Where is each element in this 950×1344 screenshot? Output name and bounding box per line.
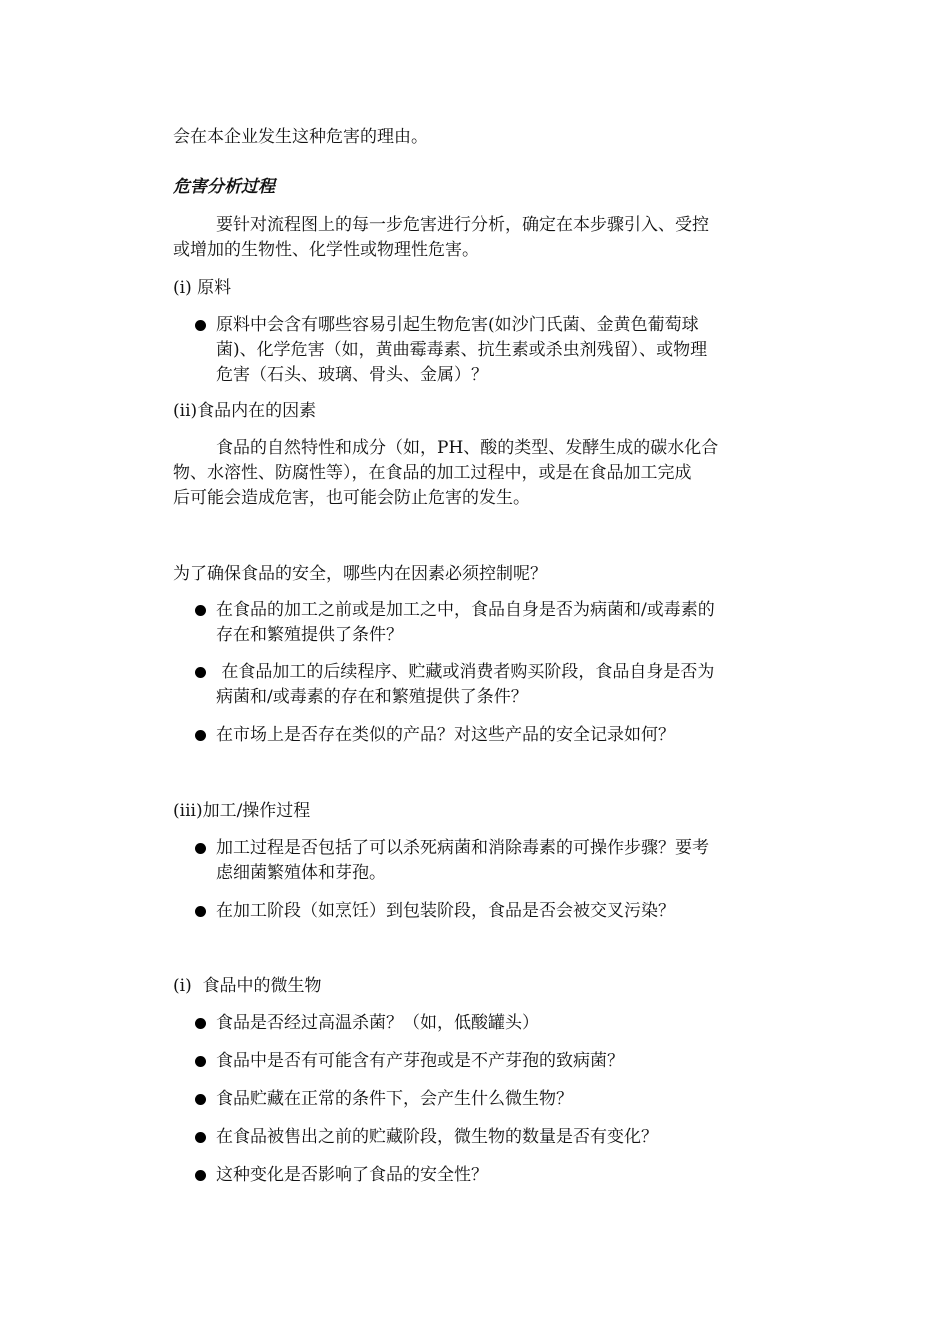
bullet-icon	[195, 667, 206, 678]
list-item	[216, 899, 786, 924]
list-item	[216, 1011, 786, 1036]
list-item-line: 这种变化是否影响了食品的安全性？	[216, 1165, 488, 1185]
list-item-line: 在食品的加工之前或是加工之中，食品自身是否为病菌和/或毒素的	[216, 600, 715, 620]
list-item	[216, 723, 786, 748]
list-item-line: 病菌和/或毒素的存在和繁殖提供了条件？	[216, 687, 528, 707]
subsection-title-intrinsic: (ii)食品内在的因素	[173, 401, 317, 421]
list-item	[216, 313, 786, 388]
list-item	[216, 1163, 786, 1188]
subsection-title-process: (iii)加工/操作过程	[173, 801, 311, 821]
list-item	[216, 836, 786, 886]
bullet-icon	[195, 1056, 206, 1067]
list-item-line: 在食品被售出之前的贮藏阶段，微生物的数量是否有变化？	[216, 1127, 658, 1147]
list-item	[216, 1049, 786, 1074]
list-item-line: 菌)、化学危害（如，黄曲霉毒素、抗生素或杀虫剂残留）、或物理	[216, 340, 708, 360]
paragraph-line: 食品的自然特性和成分（如，PH、酸的类型、发酵生成的碳水化合	[216, 438, 719, 458]
bullet-icon	[195, 843, 206, 854]
list-item-line: 在加工阶段（如烹饪）到包装阶段，食品是否会被交叉污染？	[216, 901, 675, 921]
list-item	[216, 1087, 786, 1112]
list-item	[216, 1125, 786, 1150]
list-item-line: 在市场上是否存在类似的产品？对这些产品的安全记录如何？	[216, 725, 675, 745]
bullet-icon	[195, 1170, 206, 1181]
subsection-title-microbes: (i) 食品中的微生物	[173, 976, 322, 996]
bullet-icon	[195, 1094, 206, 1105]
list-item-line: 危害（石头、玻璃、骨头、金属）？	[216, 365, 488, 385]
bullet-icon	[195, 906, 206, 917]
list-item-line: 加工过程是否包括了可以杀死病菌和消除毒素的可操作步骤？要考	[216, 838, 709, 858]
list-item-line: 食品贮藏在正常的条件下，会产生什么微生物？	[216, 1089, 573, 1109]
list-item	[216, 660, 786, 710]
bullet-icon	[195, 1132, 206, 1143]
paragraph-line: 或增加的生物性、化学性或物理性危害。	[173, 240, 479, 260]
list-item-line: 食品是否经过高温杀菌？（如，低酸罐头）	[216, 1013, 539, 1033]
question-line: 为了确保食品的安全，哪些内在因素必须控制呢？	[173, 564, 547, 584]
list-item-line: 原料中会含有哪些容易引起生物危害(如沙门氏菌、金黄色葡萄球	[216, 315, 699, 335]
bullet-icon	[195, 1018, 206, 1029]
list-item-line: 在食品加工的后续程序、贮藏或消费者购买阶段，食品自身是否为	[216, 662, 715, 682]
bullet-icon	[195, 730, 206, 741]
bullet-icon	[195, 605, 206, 616]
section-heading: 危害分析过程	[173, 177, 275, 197]
list-item-line: 虑细菌繁殖体和芽孢。	[216, 863, 386, 883]
list-item	[216, 598, 786, 648]
intro-line: 会在本企业发生这种危害的理由。	[173, 127, 428, 147]
paragraph-line: 要针对流程图上的每一步危害进行分析，确定在本步骤引入、受控	[216, 215, 709, 235]
paragraph-line: 后可能会造成危害，也可能会防止危害的发生。	[173, 488, 530, 508]
list-item-line: 食品中是否有可能含有产芽孢或是不产芽孢的致病菌？	[216, 1051, 624, 1071]
bullet-icon	[195, 320, 206, 331]
subsection-title-raw-materials: (i) 原料	[173, 278, 232, 298]
list-item-line: 存在和繁殖提供了条件？	[216, 625, 403, 645]
paragraph-line: 物、水溶性、防腐性等），在食品的加工过程中，或是在食品加工完成	[173, 463, 692, 483]
